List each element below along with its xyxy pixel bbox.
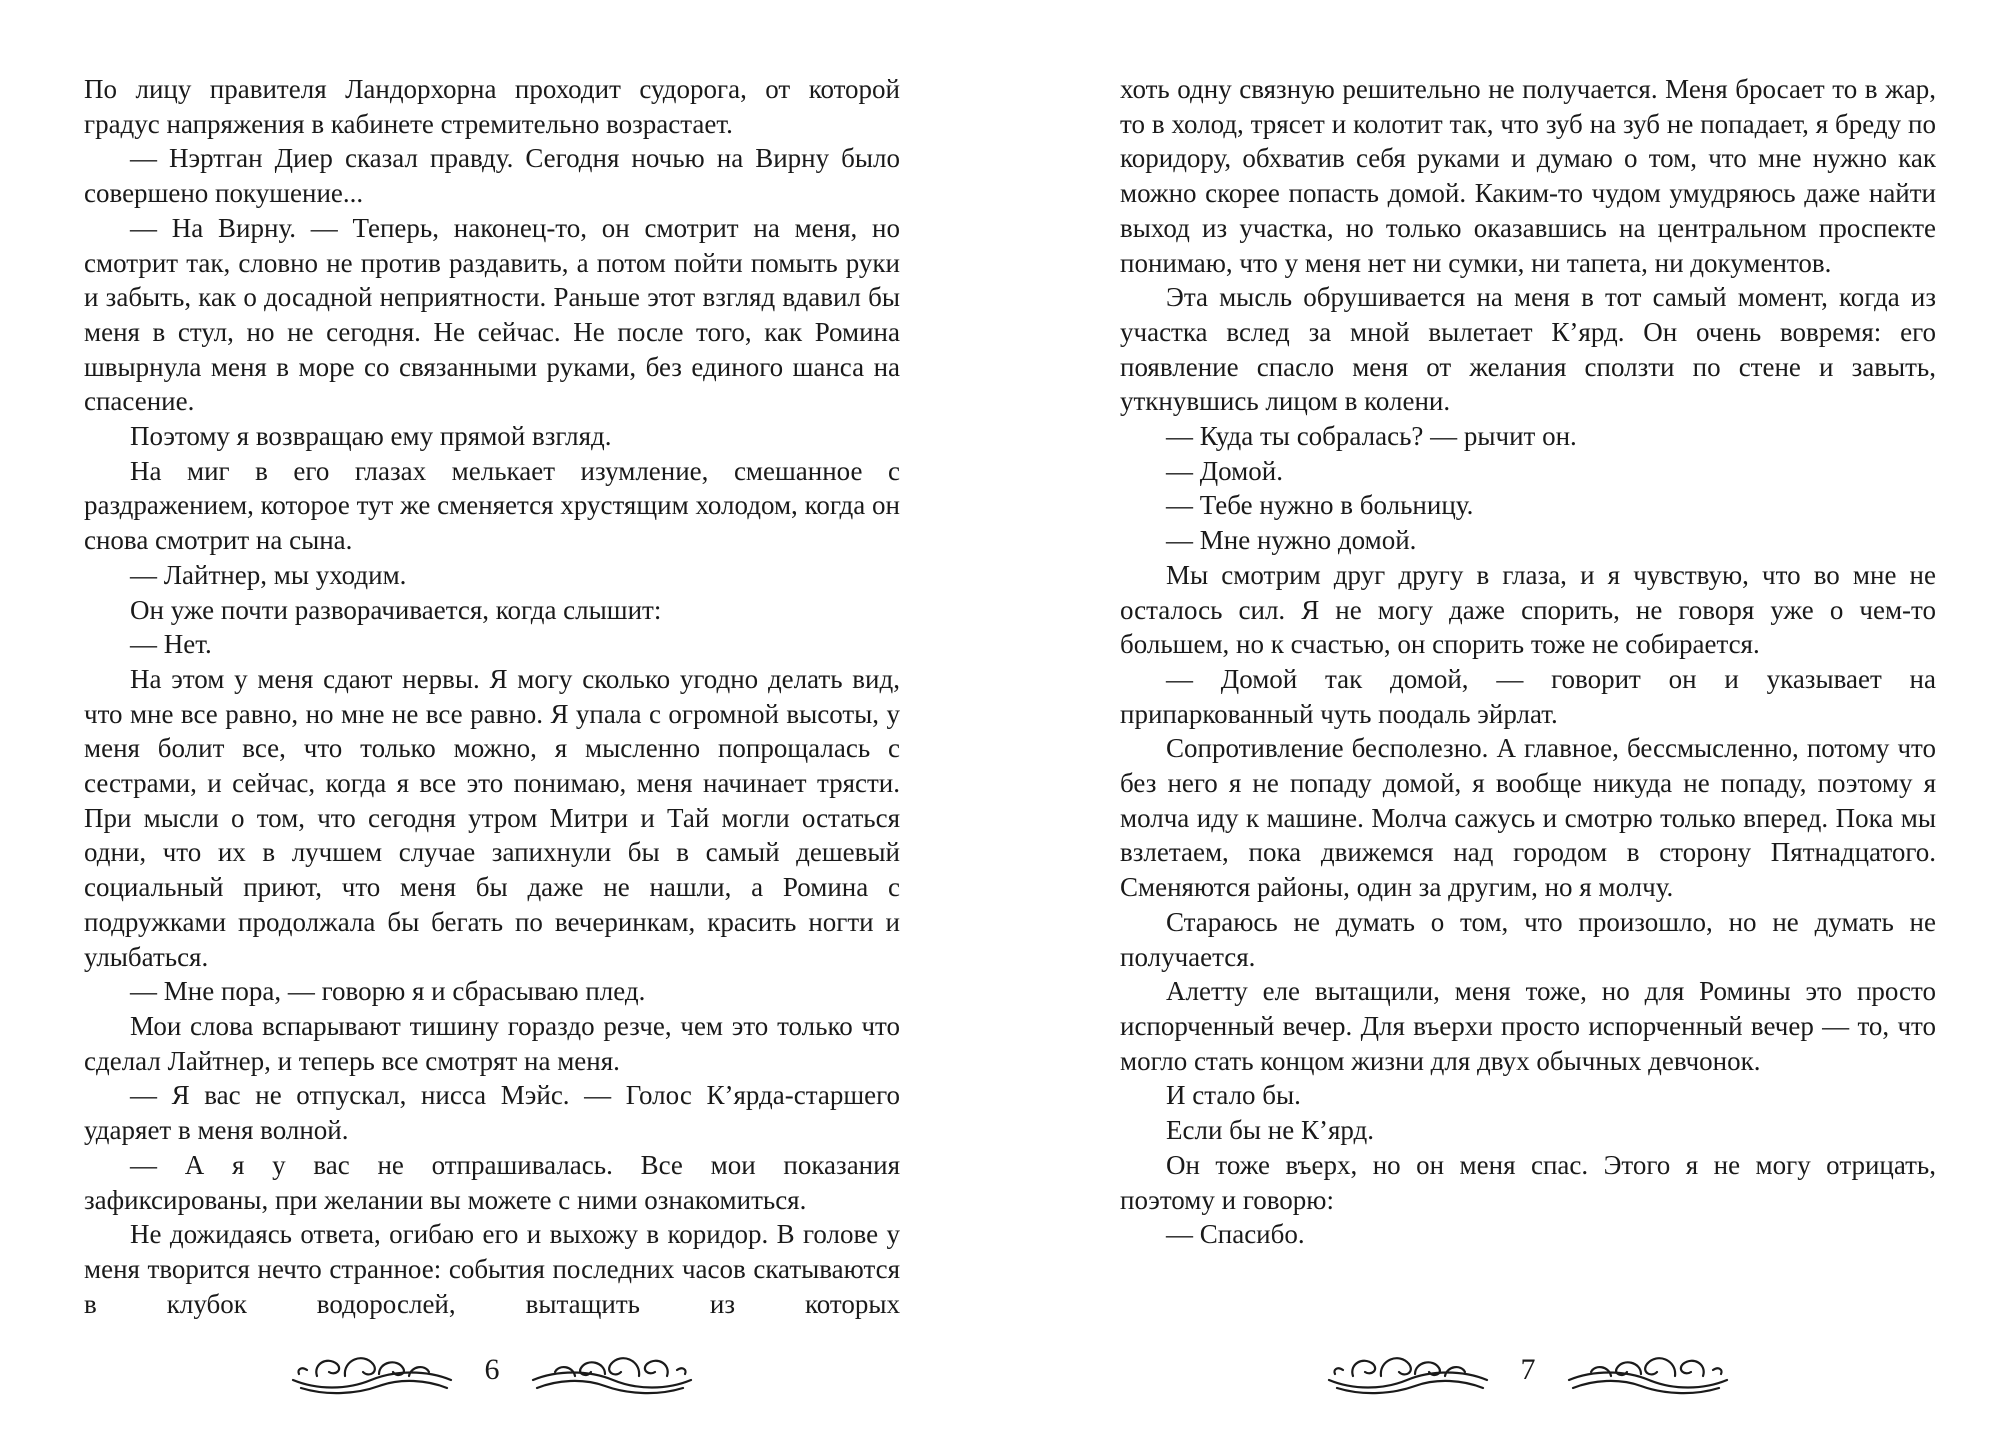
paragraph: — Мне нужно домой. bbox=[1166, 525, 1417, 556]
paragraph: — Домой так домой, — говорит он и указывает на припаркованный чуть поодаль эйрлат. bbox=[1120, 663, 1936, 729]
right-page bbox=[1120, 72, 1936, 1252]
wave-ornament-icon bbox=[527, 1340, 697, 1400]
paragraph: — Спасибо. bbox=[1166, 1219, 1305, 1250]
paragraph: Он тоже въерх, но он меня спас. Этого я не могу отрицать, поэтому и говорю: bbox=[1120, 1149, 1936, 1215]
paragraph: Стараюсь не думать о том, что произошло, но не думать не получается. bbox=[1120, 906, 1936, 972]
paragraph: — Домой. bbox=[1166, 455, 1283, 486]
wave-ornament-icon bbox=[1323, 1340, 1493, 1400]
right-page-footer bbox=[1248, 1335, 1808, 1405]
paragraph: Не дожидаясь ответа, огибаю его и выхожу в коридор. В голове у меня творится нечто странное: события последних часов скатываются в клубок водорослей, вытащить из которых bbox=[84, 1219, 900, 1319]
paragraph: — Мне пора, — говорю я и сбрасываю плед. bbox=[130, 976, 646, 1007]
paragraph: Поэтому я возвращаю ему прямой взгляд. bbox=[130, 421, 612, 452]
paragraph: — Лайтнер, мы уходим. bbox=[130, 559, 407, 590]
paragraph: Сопротивление бесполезно. А главное, бессмысленно, потому что без него я не попаду домой, я вообще никуда не попаду, поэтому я молча иду к машине. Молча сажусь и смотрю только вперед. Пока мы взлетаем, пока движемся над городом в сторону Пятнадцатого. Сменяются районы, один за другим, но я молчу. bbox=[1120, 733, 1936, 903]
left-page bbox=[84, 72, 900, 1321]
paragraph: Эта мысль обрушивается на меня в тот самый момент, когда из участка вслед за мной вылетает К’ярд. Он очень вовремя: его появление спасло меня от желания сползти по стене и завыть, уткнувшись лицом в колени. bbox=[1120, 282, 1936, 417]
paragraph: На этом у меня сдают нервы. Я могу сколько угодно делать вид, что мне все равно, но мне не все равно. Я упала с огромной высоты, у меня болит все, что только можно, я мысленно попрощалась с сестрами, и сейчас, когда я все это понимаю, меня начинает трясти. При мысли о том, что сегодня утром Митри и Тай могли остаться одни, что их в лучшем случае запихнули бы в самый дешевый социальный приют, что меня бы даже не нашли, а Ромина с подружками продолжала бы бегать по вечеринкам, красить ногти и улыбаться. bbox=[84, 663, 900, 972]
paragraph: Мы смотрим друг другу в глаза, и я чувствую, что во мне не осталось сил. Я не могу даже спорить, не говоря уже о чем-то большем, но к счастью, он спорить тоже не собирается. bbox=[1120, 559, 1936, 660]
paragraph: — Я вас не отпускал, нисса Мэйс. — Голос К’ярда-старшего ударяет в меня волной. bbox=[84, 1080, 900, 1146]
paragraph: Мои слова вспарывают тишину гораздо резче, чем это только что сделал Лайтнер, и теперь все смотрят на меня. bbox=[84, 1010, 900, 1076]
wave-ornament-icon bbox=[1563, 1340, 1733, 1400]
paragraph: Алетту еле вытащили, меня тоже, но для Ромины это просто испорченный вечер. Для въерхи просто испорченный вечер — то, что могло стать концом жизни для двух обычных девчонок. bbox=[1120, 976, 1936, 1076]
paragraph: — Тебе нужно в больницу. bbox=[1166, 490, 1474, 521]
paragraph: — На Вирну. — Теперь, наконец-то, он смотрит на меня, но смотрит так, словно не против раздавить, а потом пойти помыть руки и забыть, как о досадной неприятности. Раньше этот взгляд вдавил бы меня в стул, но не сегодня. Не сейчас. Не после того, как Ромина швырнула меня в море со связанными руками, без единого шанса на спасение. bbox=[84, 212, 900, 417]
paragraph: По лицу правителя Ландорхорна проходит судорога, от которой градус напряжения в кабинете стремительно возрастает. bbox=[84, 74, 900, 139]
page-number: 7 bbox=[1520, 1353, 1536, 1386]
paragraph: Он уже почти разворачивается, когда слышит: bbox=[130, 594, 662, 625]
paragraph: — А я у вас не отпрашивалась. Все мои показания зафиксированы, при желании вы можете с ними ознакомиться. bbox=[84, 1149, 900, 1215]
page-number: 6 bbox=[484, 1353, 500, 1386]
paragraph: И стало бы. bbox=[1166, 1080, 1301, 1111]
paragraph: — Нэртган Диер сказал правду. Сегодня ночью на Вирну было совершено покушение... bbox=[84, 143, 900, 209]
paragraph: На миг в его глазах мелькает изумление, смешанное с раздражением, которое тут же сменяется хрустящим холодом, когда он снова смотрит на сына. bbox=[84, 455, 900, 556]
paragraph: хоть одну связную решительно не получается. Меня бросает то в жар, то в холод, трясет и колотит так, что зуб на зуб не попадает, я бреду по коридору, обхватив себя руками и думаю о том, что мне нужно как можно скорее попасть домой. Каким-то чудом умудряюсь даже найти выход из участка, но только оказавшись на центральном проспекте понимаю, что у меня нет ни сумки, ни тапета, ни документов. bbox=[1120, 74, 1936, 278]
right-page-text bbox=[1120, 72, 1936, 1252]
paragraph: — Нет. bbox=[130, 629, 212, 660]
wave-ornament-icon bbox=[287, 1340, 457, 1400]
paragraph: — Куда ты собралась? — рычит он. bbox=[1166, 421, 1577, 452]
left-page-footer bbox=[212, 1335, 772, 1405]
left-page-text bbox=[84, 72, 900, 1321]
paragraph: Если бы не К’ярд. bbox=[1166, 1115, 1375, 1146]
